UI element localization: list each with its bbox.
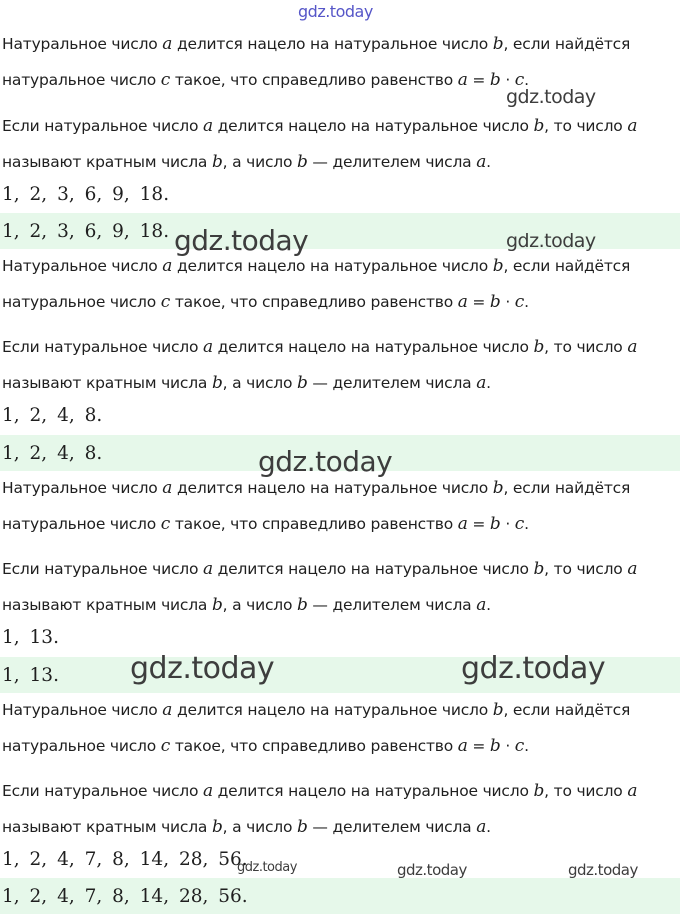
definition-line: натуральное число c такое, что справедливо равенство a = b · c. <box>2 514 529 534</box>
definition-line: называют кратным числа b, а число b — делителем числа a. <box>2 373 491 393</box>
definition-line: Если натуральное число a делится нацело на натуральное число b, то число a <box>2 781 638 801</box>
watermark: gdz.today <box>174 224 309 257</box>
answer-text: 1, 2, 3, 6, 9, 18. <box>2 220 170 242</box>
watermark: gdz.today <box>568 861 638 879</box>
definition-line: Натуральное число a делится нацело на натуральное число b, если найдётся <box>2 700 631 720</box>
definition-line: Если натуральное число a делится нацело на натуральное число b, то число a <box>2 559 638 579</box>
watermark: gdz.today <box>130 651 275 686</box>
watermark: gdz.today <box>237 860 297 875</box>
divisors-list: 1, 13. <box>2 627 59 648</box>
definition-line: натуральное число c такое, что справедливо равенство a = b · c. <box>2 736 529 756</box>
watermark: gdz.today <box>506 230 596 252</box>
answer-row <box>0 878 680 914</box>
definition-line: Натуральное число a делится нацело на натуральное число b, если найдётся <box>2 478 631 498</box>
definition-line: Натуральное число a делится нацело на натуральное число b, если найдётся <box>2 256 631 276</box>
definition-line: Натуральное число a делится нацело на натуральное число b, если найдётся <box>2 34 631 54</box>
watermark: gdz.today <box>258 445 393 478</box>
watermark: gdz.today <box>461 651 606 686</box>
definition-line: Если натуральное число a делится нацело на натуральное число b, то число a <box>2 116 638 136</box>
definition-line: называют кратным числа b, а число b — делителем числа a. <box>2 595 491 615</box>
answer-text: 1, 2, 4, 8. <box>2 442 103 464</box>
answer-text: 1, 2, 4, 7, 8, 14, 28, 56. <box>2 885 248 907</box>
watermark: gdz.today <box>298 2 373 21</box>
definition-line: называют кратным числа b, а число b — делителем числа a. <box>2 817 491 837</box>
definition-line: Если натуральное число a делится нацело на натуральное число b, то число a <box>2 337 638 357</box>
divisors-list: 1, 2, 4, 7, 8, 14, 28, 56. <box>2 849 248 870</box>
definition-line: называют кратным числа b, а число b — делителем числа a. <box>2 152 491 172</box>
divisors-list: 1, 2, 3, 6, 9, 18. <box>2 184 170 205</box>
divisors-list: 1, 2, 4, 8. <box>2 405 103 426</box>
definition-line: натуральное число c такое, что справедливо равенство a = b · c. <box>2 292 529 312</box>
watermark: gdz.today <box>506 86 596 108</box>
watermark: gdz.today <box>397 861 467 879</box>
answer-text: 1, 13. <box>2 664 59 686</box>
definition-line: натуральное число c такое, что справедливо равенство a = b · c. <box>2 70 529 90</box>
